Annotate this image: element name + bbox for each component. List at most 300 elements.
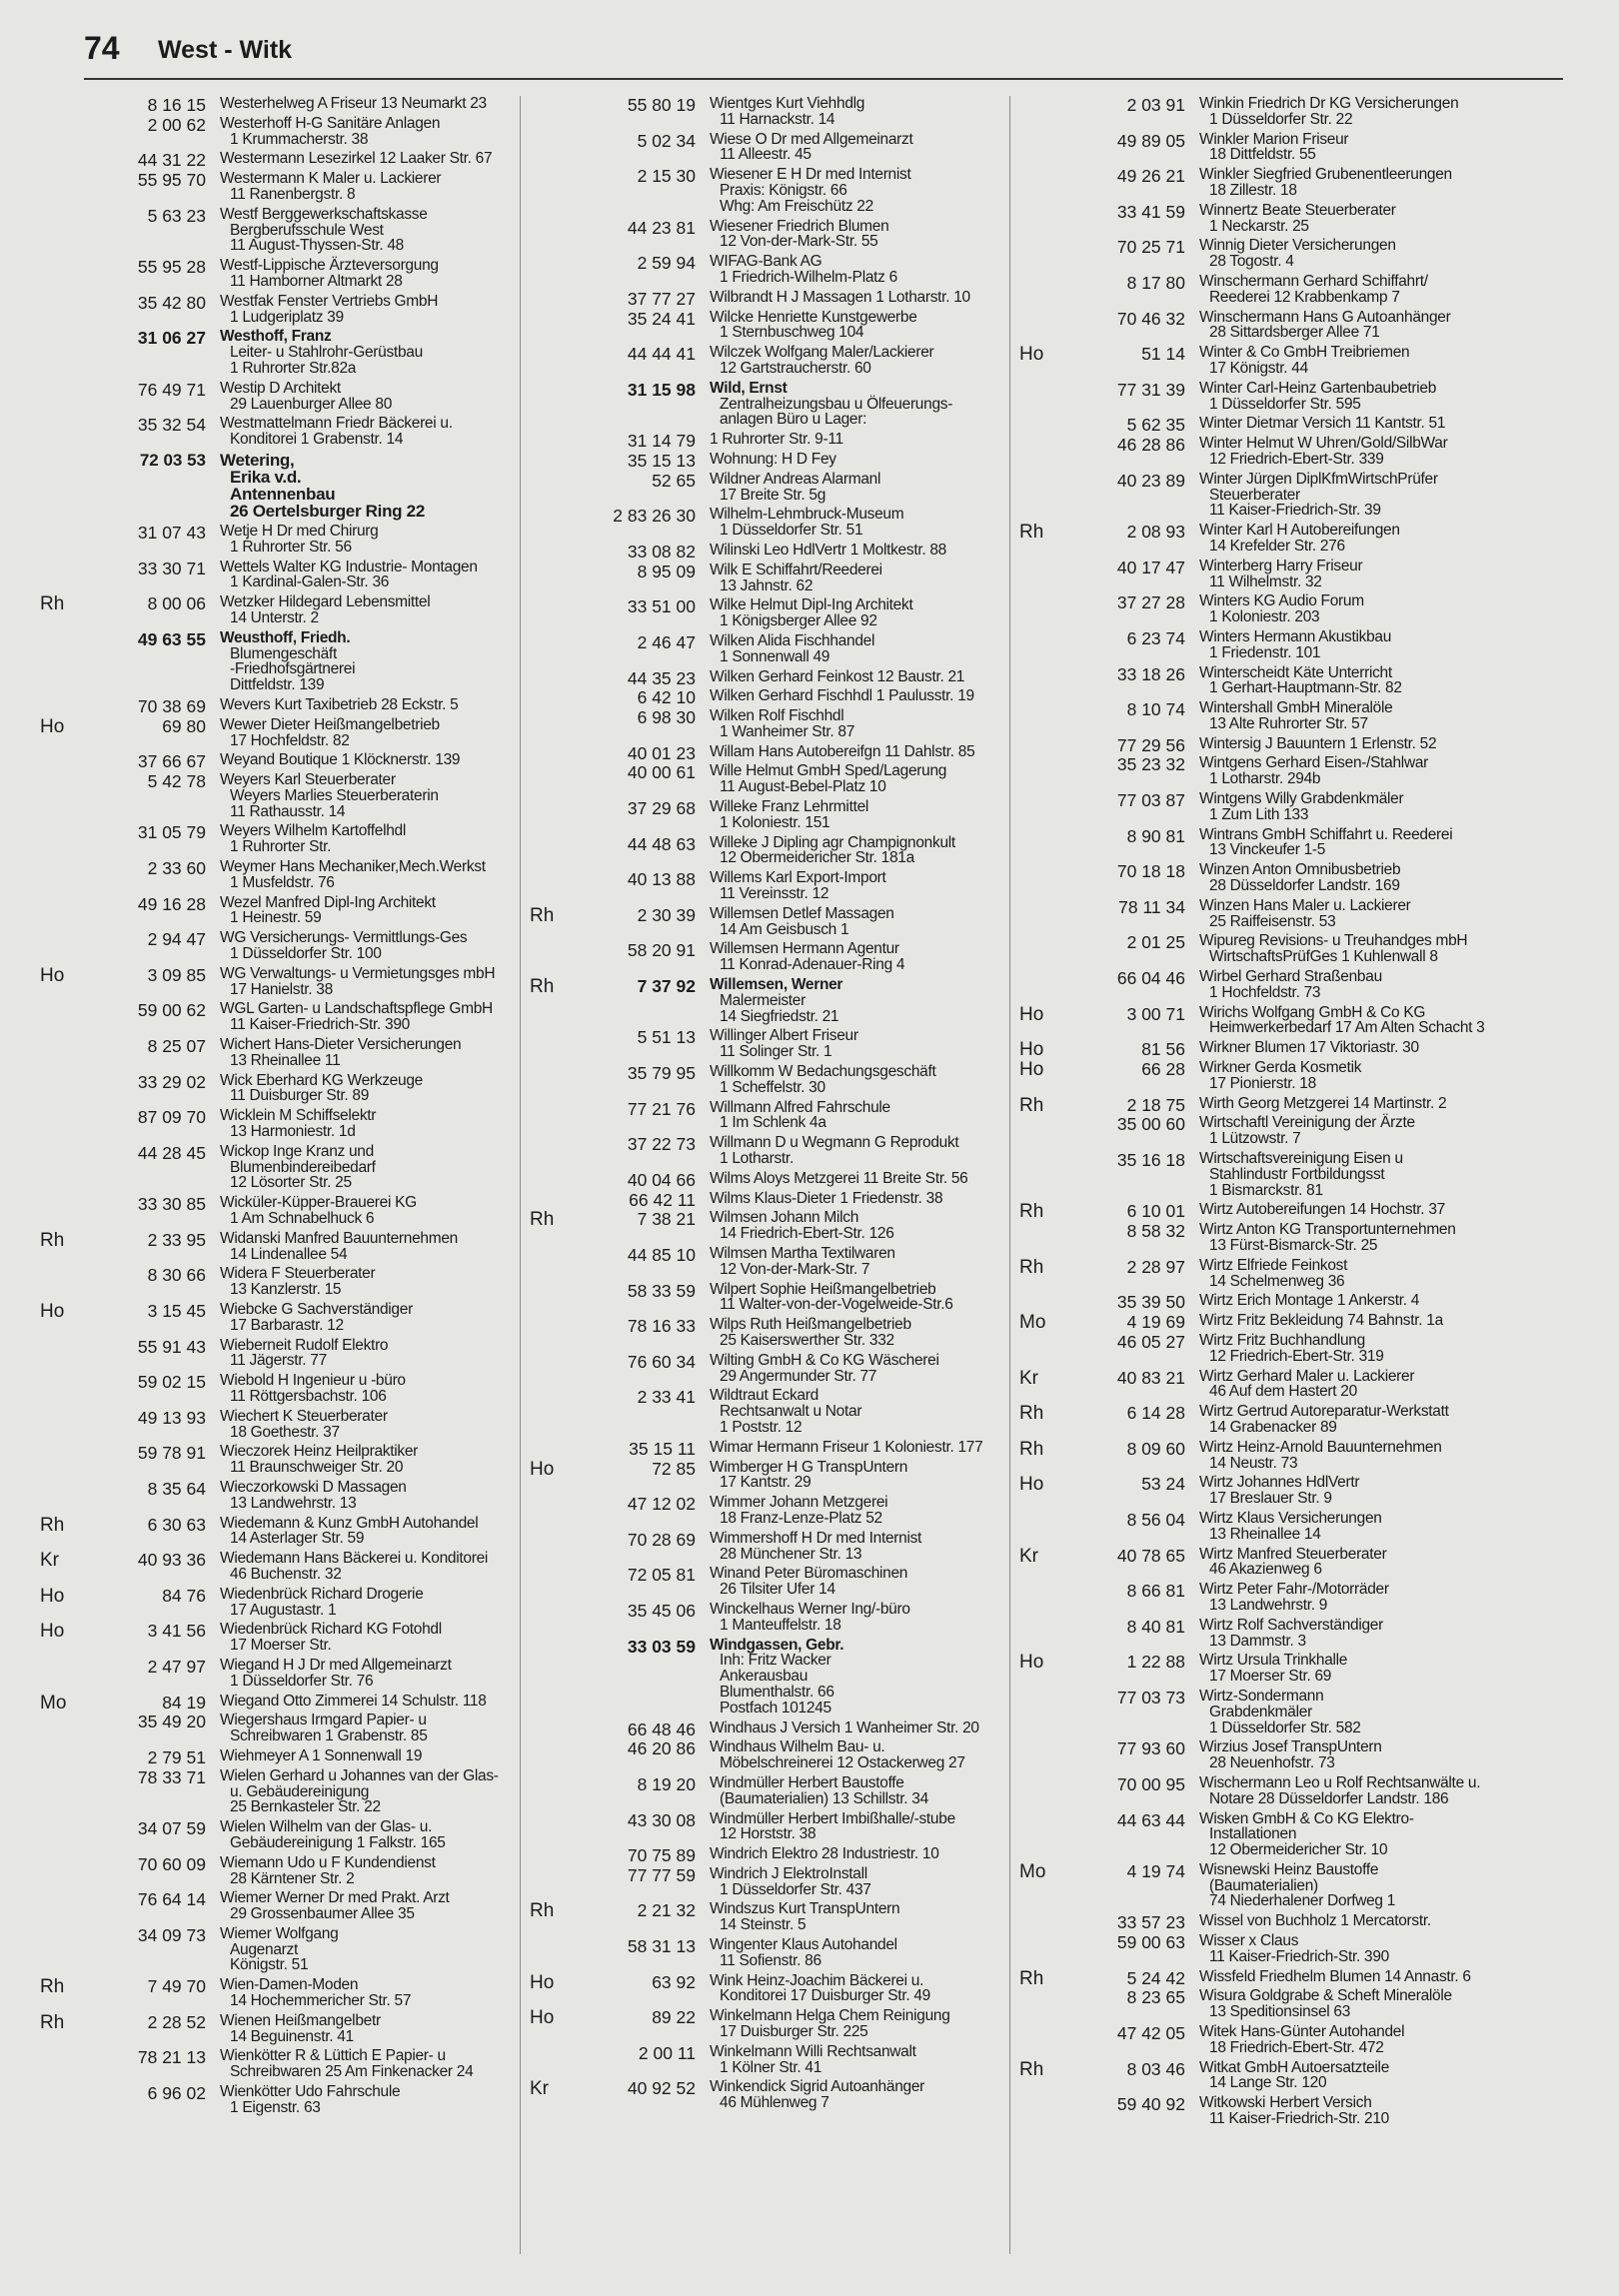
phone-number: 55 95 70 xyxy=(137,170,206,191)
phone-number: 8 56 04 xyxy=(1126,1509,1185,1530)
district-code: Ho xyxy=(530,1971,555,1993)
phone-number: 66 42 11 xyxy=(629,1189,696,1210)
listing-entry xyxy=(1019,415,1499,436)
listing-entry xyxy=(530,1845,1009,1866)
listing-name: Willmann Alfred Fahrschule xyxy=(710,1098,890,1116)
listing-entry xyxy=(1019,1475,1499,1507)
listing-name: Winschermann Gerhard Schiffahrt/ xyxy=(1199,272,1428,290)
district-code: Mo xyxy=(1019,1312,1046,1334)
phone-number: 78 11 34 xyxy=(1118,896,1185,917)
listing-detail: Whg: Am Freischütz 22 xyxy=(720,197,873,215)
listing-entry xyxy=(1019,1653,1499,1685)
district-code: Rh xyxy=(40,1229,65,1251)
phone-number: 59 40 92 xyxy=(1116,2094,1185,2115)
phone-number: 8 66 81 xyxy=(1126,1581,1185,1602)
listing-entry xyxy=(1019,1933,1499,1965)
phone-number: 58 33 59 xyxy=(627,1280,696,1301)
listing-detail: 14 Friedrich-Ebert-Str. 126 xyxy=(720,1225,894,1243)
listing-detail: 13 Alte Ruhrorter Str. 57 xyxy=(1209,714,1368,732)
listing-detail: 1 Heinestr. 59 xyxy=(230,909,322,927)
phone-number: 44 28 45 xyxy=(137,1142,206,1163)
listing-entry xyxy=(530,1719,1009,1739)
listing-name: Windrich J ElektroInstall xyxy=(710,1864,867,1882)
listing-entry xyxy=(1019,203,1499,235)
listing-detail: 1 Sonnenwall 49 xyxy=(720,647,830,665)
listing-detail: 1 Ruhrorter Str. 56 xyxy=(230,538,352,556)
listing-detail: 1 Neckarstr. 25 xyxy=(1209,217,1309,235)
phone-number: 7 37 92 xyxy=(637,976,696,997)
phone-number: 5 62 35 xyxy=(1126,415,1185,436)
phone-number: 2 03 91 xyxy=(1126,95,1185,115)
listing-detail: 14 Neustr. 73 xyxy=(1209,1454,1298,1472)
listing-detail: 1 Königsberger Allee 92 xyxy=(720,612,877,630)
phone-number: 72 05 81 xyxy=(627,1565,696,1586)
listing-detail: 11 Solinger Str. 1 xyxy=(720,1043,832,1061)
listing-entry xyxy=(1019,1739,1499,1771)
listing-detail: 14 Schelmenweg 36 xyxy=(1209,1272,1345,1290)
listing-detail: 12 Von-der-Mark-Str. 7 xyxy=(720,1260,870,1278)
listing-name: Winkelmann Willi Rechtsanwalt xyxy=(710,2042,916,2060)
phone-number: 6 42 10 xyxy=(637,687,696,708)
phone-number: 8 17 80 xyxy=(1126,272,1185,293)
listing-entry xyxy=(1019,1312,1499,1334)
listing-name: Wiedemann Hans Bäckerei u. Konditorei xyxy=(220,1550,489,1568)
listing-detail: 1 Sternbuschweg 104 xyxy=(720,324,864,342)
phone-number: 69 80 xyxy=(162,715,206,736)
listing-name: Wientges Kurt Viehhdlg xyxy=(710,95,865,112)
phone-number: 47 12 02 xyxy=(627,1494,696,1515)
listing-detail: 1 Friedenstr. 101 xyxy=(1209,643,1321,661)
directory-column-3 xyxy=(1019,96,1499,2131)
listing-name: Wisken GmbH & Co KG Elektro- xyxy=(1199,1809,1414,1827)
listing-entry xyxy=(40,1195,520,1227)
district-code: Rh xyxy=(1019,522,1044,544)
listing-entry xyxy=(530,1937,1009,1969)
listing-name: Wirtz Heinz-Arnold Bauunternehmen xyxy=(1199,1438,1442,1456)
listing-name: Wild, Ernst xyxy=(710,379,788,397)
listing-name: Wirtz Ursula Trinkhalle xyxy=(1199,1652,1348,1670)
listing-name: Wohnung: H D Fey xyxy=(710,450,836,468)
listing-detail: 13 Kanzlerstr. 15 xyxy=(230,1281,342,1299)
listing-entry xyxy=(1019,1618,1499,1650)
listing-detail: 12 Horststr. 38 xyxy=(720,1825,816,1843)
listing-detail: 17 Barbarastr. 12 xyxy=(230,1316,344,1334)
phone-number: 35 39 50 xyxy=(1116,1292,1185,1313)
phone-number: 2 08 93 xyxy=(1126,522,1185,543)
listing-entry xyxy=(40,381,520,413)
listing-name: Wetering, xyxy=(220,450,295,470)
listing-entry xyxy=(530,167,1009,214)
phone-number: 77 03 87 xyxy=(1116,790,1185,811)
listing-detail: Blumenbindereibedarf xyxy=(230,1158,376,1176)
page-title: West - Witk xyxy=(158,36,293,64)
listing-entry xyxy=(530,799,1009,831)
listing-entry xyxy=(40,1768,520,1815)
phone-number: 40 17 47 xyxy=(1116,557,1185,577)
listing-name: Wienen Heißmangelbetr xyxy=(220,2011,381,2029)
listing-detail: 46 Buchenstr. 32 xyxy=(230,1565,342,1583)
phone-number: 49 13 93 xyxy=(137,1407,206,1428)
listing-entry xyxy=(40,294,520,326)
listing-entry xyxy=(530,667,1009,688)
listing-detail: 1 Ludgeriplatz 39 xyxy=(230,308,344,326)
district-code: Kr xyxy=(1019,1367,1038,1389)
listing-name: Wipureg Revisions- u Treuhandges mbH xyxy=(1199,932,1468,950)
phone-number: 2 30 39 xyxy=(637,904,696,925)
listing-name: Wielen Wilhelm van der Glas- u. xyxy=(220,1818,433,1836)
listing-entry xyxy=(530,1100,1009,1132)
phone-number: 72 85 xyxy=(652,1458,696,1479)
phone-number: 6 23 74 xyxy=(1126,627,1185,648)
listing-entry xyxy=(530,1901,1009,1933)
listing-entry xyxy=(530,1169,1009,1190)
phone-number: 44 31 22 xyxy=(137,150,206,171)
phone-number: 8 23 65 xyxy=(1126,1987,1185,2008)
listing-entry xyxy=(530,345,1009,377)
phone-number: 89 22 xyxy=(652,2007,696,2028)
listing-detail: 1 Bismarckstr. 81 xyxy=(1209,1181,1323,1199)
listing-entry xyxy=(1019,862,1499,894)
phone-number: 58 20 91 xyxy=(627,940,696,961)
listing-name: Windrich Elektro 28 Industriestr. 10 xyxy=(710,1845,939,1863)
listing-entry xyxy=(40,1587,520,1619)
listing-detail: Weyers Marlies Steuerberaterin xyxy=(230,786,439,804)
listing-detail: 1 Ruhrorter Str. xyxy=(230,838,332,856)
listing-entry xyxy=(530,450,1009,471)
listing-name: Winter Karl H Autobereifungen xyxy=(1199,522,1400,540)
district-code: Rh xyxy=(1019,1094,1044,1116)
listing-name: Westermann K Maler u. Lackierer xyxy=(220,170,442,188)
listing-entry xyxy=(530,687,1009,708)
listing-name: Wirtschaftsvereinigung Eisen u xyxy=(1199,1150,1403,1168)
district-code: Rh xyxy=(530,976,555,998)
listing-entry xyxy=(40,1409,520,1441)
phone-number: 35 32 54 xyxy=(137,415,206,436)
listing-name: Winand Peter Büromaschinen xyxy=(710,1565,908,1583)
listing-entry xyxy=(530,254,1009,286)
phone-number: 77 77 59 xyxy=(627,1864,696,1885)
listing-entry xyxy=(1019,2024,1499,2056)
listing-entry xyxy=(40,823,520,855)
listing-name: Windmüller Herbert Imbißhalle/-stube xyxy=(710,1809,955,1827)
phone-number: 76 60 34 xyxy=(627,1351,696,1372)
listing-name: Wilpert Sophie Heißmangelbetrieb xyxy=(710,1280,936,1298)
listing-name: Wischermann Leo u Rolf Rechtsanwälte u. xyxy=(1199,1773,1481,1791)
phone-number: 2 28 97 xyxy=(1126,1256,1185,1277)
district-code: Rh xyxy=(1019,1201,1044,1223)
phone-number: 33 29 02 xyxy=(137,1071,206,1092)
listing-detail: 13 Dammstr. 3 xyxy=(1209,1632,1306,1650)
listing-entry xyxy=(40,1855,520,1887)
listing-name: Wickop Inge Kranz und xyxy=(220,1142,374,1160)
listing-detail: Steuerberater xyxy=(1209,486,1300,504)
phone-number: 59 00 62 xyxy=(137,1000,206,1021)
listing-name: Wezel Manfred Dipl-Ing Architekt xyxy=(220,893,436,911)
page-header xyxy=(84,28,1563,80)
phone-number: 2 00 62 xyxy=(147,114,206,135)
listing-entry xyxy=(530,633,1009,665)
listing-name: Wiehmeyer A 1 Sonnenwall 19 xyxy=(220,1746,423,1764)
listing-detail: 1 Düsseldorfer Str. 22 xyxy=(1209,110,1353,128)
phone-number: 40 01 23 xyxy=(627,742,696,763)
listing-detail: 1 Koloniestr. 203 xyxy=(1209,608,1320,626)
listing-name: Wirtz Fritz Buchhandlung xyxy=(1199,1331,1365,1349)
listing-detail: Stahlindustr Fortbildungsst xyxy=(1209,1165,1385,1183)
phone-number: 70 00 95 xyxy=(1116,1773,1185,1794)
listing-name: Wimar Hermann Friseur 1 Koloniestr. 177 xyxy=(710,1438,983,1456)
listing-detail: Blumengeschäft xyxy=(230,644,337,662)
listing-detail: 12 Friedrich-Ebert-Str. 339 xyxy=(1209,450,1384,468)
listing-entry xyxy=(40,329,520,376)
listing-name: Wirkner Gerda Kosmetik xyxy=(1199,1059,1362,1077)
listing-entry xyxy=(530,381,1009,428)
listing-detail: 1 Zum Lith 133 xyxy=(1209,805,1309,823)
listing-entry xyxy=(40,630,520,693)
listing-detail: 1 Düsseldorfer Str. 437 xyxy=(720,1880,871,1898)
listing-detail: 1 Düsseldorfer Str. 51 xyxy=(720,522,863,540)
listing-detail: 11 Walter-von-der-Vogelweide-Str.6 xyxy=(720,1296,953,1314)
phone-number: 2 00 11 xyxy=(638,2042,696,2063)
listing-entry xyxy=(1019,1967,1499,1989)
listing-entry xyxy=(530,742,1009,763)
phone-number: 6 14 28 xyxy=(1126,1403,1185,1424)
listing-name: Wilken Gerhard Feinkost 12 Baustr. 21 xyxy=(710,667,965,685)
listing-detail: 18 Zillestr. 18 xyxy=(1209,181,1297,199)
listing-detail: 14 Krefelder Str. 276 xyxy=(1209,537,1345,555)
district-code: Rh xyxy=(40,593,65,615)
phone-number: 66 48 46 xyxy=(627,1719,696,1739)
listing-entry xyxy=(1019,310,1499,342)
phone-number: 70 75 89 xyxy=(627,1845,696,1866)
listing-entry xyxy=(1019,1201,1499,1223)
district-code: Kr xyxy=(1019,1545,1038,1567)
phone-number: 87 09 70 xyxy=(137,1107,206,1128)
phone-number: 8 58 32 xyxy=(1126,1221,1185,1242)
listing-detail: 11 Kaiser-Friedrich-Str. 390 xyxy=(230,1016,410,1034)
listing-name: Winschermann Hans G Autoanhänger xyxy=(1199,308,1451,326)
listing-name: Winzen Hans Maler u. Lackierer xyxy=(1199,896,1411,914)
listing-detail: 14 Beguinenstr. 41 xyxy=(230,2027,354,2045)
listing-entry xyxy=(1019,827,1499,859)
phone-number: 8 03 46 xyxy=(1126,2058,1185,2079)
listing-entry xyxy=(40,1890,520,1922)
listing-name: Wieberneit Rudolf Elektro xyxy=(220,1336,389,1354)
listing-detail: u. Gebäudereinigung xyxy=(230,1782,370,1800)
phone-number: 33 30 71 xyxy=(137,558,206,578)
phone-number: 37 66 67 xyxy=(137,751,206,772)
listing-name: Winckelhaus Werner Ing/-büro xyxy=(710,1600,910,1618)
listing-detail: 28 Sittardsberger Allee 71 xyxy=(1209,324,1380,342)
phone-number: 84 76 xyxy=(162,1585,206,1606)
listing-name: Wildner Andreas Alarmanl xyxy=(710,470,881,488)
listing-detail: Blumenthalstr. 66 xyxy=(720,1683,834,1701)
listing-name: Winter Dietmar Versich 11 Kantstr. 51 xyxy=(1199,415,1446,433)
listing-entry xyxy=(530,1064,1009,1096)
listing-name: Westermann Lesezirkel 12 Laaker Str. 67 xyxy=(220,150,493,168)
listing-detail: 17 Kantstr. 29 xyxy=(720,1474,811,1492)
listing-entry xyxy=(530,597,1009,629)
listing-entry xyxy=(1019,2060,1499,2092)
listing-entry xyxy=(530,2008,1009,2040)
listing-detail: 13 Vinckeufer 1-5 xyxy=(1209,841,1326,859)
district-code: Ho xyxy=(1019,1652,1044,1674)
listing-name: Wirtz Manfred Steuerberater xyxy=(1199,1545,1387,1563)
listing-entry xyxy=(40,1926,520,1973)
phone-number: 51 14 xyxy=(1141,344,1185,365)
phone-number: 8 10 74 xyxy=(1126,699,1185,720)
listing-detail: 28 Düsseldorfer Landstr. 169 xyxy=(1209,877,1400,895)
listing-name: Wiegand Otto Zimmerei 14 Schulstr. 118 xyxy=(220,1692,487,1710)
phone-number: 34 09 73 xyxy=(137,1924,206,1945)
listing-entry xyxy=(1019,898,1499,930)
listing-detail: 11 Wilhelmstr. 32 xyxy=(1209,573,1322,590)
listing-name: Winter & Co GmbH Treibriemen xyxy=(1199,344,1410,362)
phone-number: 2 79 51 xyxy=(147,1746,206,1767)
listing-name: Wiebcke G Sachverständiger xyxy=(220,1301,413,1318)
listing-name: Willam Hans Autobereifgn 11 Dahlstr. 85 xyxy=(710,742,975,760)
district-code: Ho xyxy=(1019,1003,1044,1025)
listing-name: Westip D Architekt xyxy=(220,379,341,397)
listing-detail: 28 Neuenhofstr. 73 xyxy=(1209,1754,1335,1772)
listing-name: Wintgens Gerhard Eisen-/Stahlwar xyxy=(1199,754,1429,772)
phone-number: 4 19 69 xyxy=(1126,1312,1185,1333)
district-code: Mo xyxy=(40,1692,67,1714)
listing-entry xyxy=(40,1037,520,1069)
listing-detail: 26 Tilsiter Ufer 14 xyxy=(720,1581,835,1599)
listing-entry xyxy=(530,1638,1009,1717)
phone-number: 2 01 25 xyxy=(1126,932,1185,953)
listing-name: Wirth Georg Metzgerei 14 Martinstr. 2 xyxy=(1199,1094,1447,1112)
listing-name: Wiemer Wolfgang xyxy=(220,1924,339,1942)
phone-number: 33 30 85 xyxy=(137,1194,206,1215)
listing-entry xyxy=(40,1622,520,1654)
listing-name: Wieczorkowski D Massagen xyxy=(220,1478,407,1496)
listing-entry xyxy=(40,452,520,520)
listing-entry xyxy=(1019,523,1499,555)
district-code: Ho xyxy=(1019,1039,1044,1061)
listing-detail: Antennenbau xyxy=(230,484,336,504)
listing-detail: Zentralheizungsbau u Ölfeuerungs- xyxy=(720,395,953,413)
listing-entry xyxy=(40,859,520,891)
listing-entry xyxy=(1019,1547,1499,1579)
listing-entry xyxy=(530,1388,1009,1435)
phone-number: 31 14 79 xyxy=(627,431,696,452)
listing-entry xyxy=(40,1266,520,1298)
phone-number: 2 15 30 xyxy=(637,166,696,187)
listing-detail: 1 Musfeldstr. 76 xyxy=(230,873,335,891)
listing-entry xyxy=(40,560,520,591)
listing-detail: 29 Angermunder Str. 77 xyxy=(720,1367,877,1385)
listing-detail: 11 Konrad-Adenauer-Ring 4 xyxy=(720,956,905,974)
phone-number: 6 30 63 xyxy=(147,1514,206,1535)
listing-detail: 13 Rheinallee 14 xyxy=(1209,1525,1321,1543)
phone-number: 46 28 86 xyxy=(1116,435,1185,456)
listing-detail: 1 Scheffelstr. 30 xyxy=(720,1078,825,1096)
listing-detail: 11 Braunschweiger Str. 20 xyxy=(230,1459,404,1477)
listing-name: Wevers Kurt Taxibetrieb 28 Eckstr. 5 xyxy=(220,695,459,713)
listing-detail: 1 Düsseldorfer Str. 76 xyxy=(230,1672,374,1690)
listing-entry xyxy=(530,563,1009,594)
district-code: Ho xyxy=(530,2007,555,2029)
phone-number: 3 00 71 xyxy=(1126,1003,1185,1024)
listing-detail: 13 Jahnstr. 62 xyxy=(720,576,813,594)
listing-detail: Konditorei 1 Grabenstr. 14 xyxy=(230,431,404,449)
directory-column-2 xyxy=(530,96,1009,2115)
listing-name: Wink Heinz-Joachim Bäckerei u. xyxy=(710,1971,924,1989)
listing-entry xyxy=(530,219,1009,251)
page-number: 74 xyxy=(84,30,120,66)
phone-number: 44 48 63 xyxy=(627,833,696,854)
phone-number: 55 95 28 xyxy=(137,257,206,278)
listing-name: Wirtz Rolf Sachverständiger xyxy=(1199,1616,1383,1634)
listing-name: Wicklein M Schiffselektr xyxy=(220,1107,377,1125)
listing-entry xyxy=(40,1444,520,1476)
phone-number: 78 21 13 xyxy=(137,2047,206,2068)
listing-detail: -Friedhofsgärtnerei xyxy=(230,660,356,678)
phone-number: 4 19 74 xyxy=(1126,1860,1185,1881)
listing-entry xyxy=(1019,1912,1499,1933)
phone-number: 8 09 60 xyxy=(1126,1438,1185,1459)
phone-number: 2 28 52 xyxy=(147,2011,206,2032)
phone-number: 44 23 81 xyxy=(627,217,696,238)
listing-detail: 25 Raiffeisenstr. 53 xyxy=(1209,912,1336,930)
listing-entry xyxy=(530,310,1009,342)
listing-entry xyxy=(1019,1060,1499,1092)
listing-name: Wiechert K Steuerberater xyxy=(220,1407,388,1425)
listing-name: WG Versicherungs- Vermittlungs-Ges xyxy=(220,929,468,947)
listing-name: Winkler Marion Friseur xyxy=(1199,130,1349,148)
listing-detail: 1 Gerhart-Hauptmann-Str. 82 xyxy=(1209,679,1402,697)
listing-name: Willemsen, Werner xyxy=(710,976,843,994)
phone-number: 84 19 xyxy=(162,1692,206,1713)
listing-detail: 28 Münchener Str. 13 xyxy=(720,1545,862,1563)
listing-entry xyxy=(40,524,520,556)
listing-detail: 18 Friedrich-Ebert-Str. 472 xyxy=(1209,2038,1384,2056)
listing-detail: 11 Sofienstr. 86 xyxy=(720,1951,821,1969)
phone-number: 43 30 08 xyxy=(627,1809,696,1830)
phone-number: 37 27 28 xyxy=(1116,592,1185,613)
phone-number: 55 80 19 xyxy=(627,95,696,115)
listing-detail: 11 Kaiser-Friedrich-Str. 390 xyxy=(1209,1947,1389,1965)
listing-entry xyxy=(530,1973,1009,2005)
phone-number: 37 22 73 xyxy=(627,1134,696,1155)
listing-entry xyxy=(40,2048,520,2080)
district-code: Ho xyxy=(40,1301,65,1322)
listing-name: Willems Karl Export-Import xyxy=(710,869,886,887)
listing-detail: 29 Grossenbaumer Allee 35 xyxy=(230,1905,415,1923)
listing-name: Wirtz Anton KG Transportunternehmen xyxy=(1199,1221,1456,1239)
listing-detail: 29 Lauenburger Allee 80 xyxy=(230,395,393,413)
listing-detail: Notare 28 Düsseldorfer Landstr. 186 xyxy=(1209,1789,1449,1807)
listing-detail: 11 Hamborner Altmarkt 28 xyxy=(230,272,403,290)
listing-detail: Möbelschreinerei 12 Ostackerweg 27 xyxy=(720,1754,965,1772)
listing-entry xyxy=(40,1746,520,1767)
phone-number: 31 07 43 xyxy=(137,522,206,543)
listing-name: Wiegand H J Dr med Allgemeinarzt xyxy=(220,1656,452,1674)
listing-entry xyxy=(530,507,1009,539)
phone-number: 37 29 68 xyxy=(627,798,696,819)
listing-name: Westf-Lippische Ärzteversorgung xyxy=(220,257,439,275)
listing-entry xyxy=(40,171,520,203)
listing-entry xyxy=(40,116,520,148)
listing-entry xyxy=(530,132,1009,164)
listing-name: Wimmer Johann Metzgerei xyxy=(710,1494,888,1512)
listing-entry xyxy=(1019,1775,1499,1807)
listing-name: Wirtz Erich Montage 1 Ankerstr. 4 xyxy=(1199,1292,1420,1310)
listing-entry xyxy=(40,1302,520,1334)
listing-entry xyxy=(1019,700,1499,732)
listing-name: Weyers Karl Steuerberater xyxy=(220,771,396,789)
